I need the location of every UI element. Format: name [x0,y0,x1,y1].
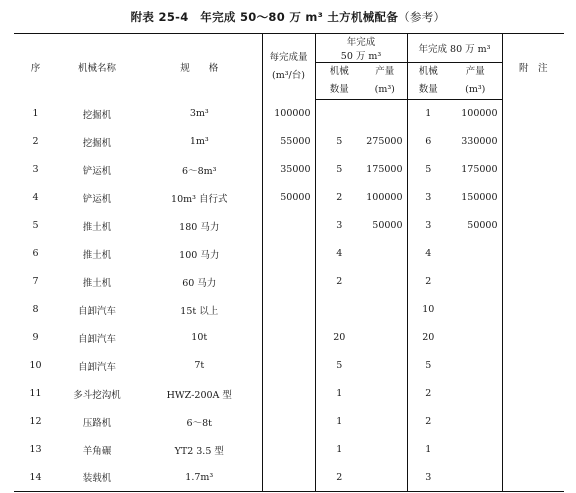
cell-spec: 60 马力 [182,277,217,289]
header-name: 机械名称 [57,34,137,100]
header-prod-50-line2: (m³) [374,84,395,95]
cell-name: 装载机 [57,464,137,492]
table-row [14,296,564,324]
cell-output [262,408,315,436]
cell-spec: HWZ-200A 型 [166,389,232,401]
table-row [14,100,564,128]
cell-spec: 10m³ 自行式 [171,193,228,205]
cell-prod-80: 330000 [461,136,498,147]
cell-seq: 7 [32,276,39,287]
cell-prod-50 [363,408,407,436]
cell-qty-80: 5 [407,156,449,184]
cell-output [262,436,315,464]
cell-qty-80: 1 [407,100,449,128]
cell-output [262,464,315,492]
header-seq: 序 [14,34,57,100]
cell-name: 铲运机 [82,193,112,205]
header-prod-50 [363,63,407,100]
cell-name: 推土机 [82,277,112,289]
cell-prod-80 [449,296,502,324]
cell-name: 挖掘机 [82,109,112,121]
header-qty-50 [315,63,363,100]
cell-seq: 1 [32,108,39,119]
cell-spec: 6～8m³ [182,165,217,177]
cell-seq: 2 [32,136,39,147]
cell-spec: 7t [194,360,205,371]
cell-name: 推土机 [82,249,112,261]
cell-seq: 9 [32,332,39,343]
cell-prod-80 [449,324,502,352]
cell-qty-50: 1 [315,408,363,436]
cell-output [262,268,315,296]
cell-qty-50: 4 [315,240,363,268]
cell-prod-50: 175000 [366,164,403,175]
cell-prod-50 [363,352,407,380]
header-group-50 [315,34,407,63]
cell-remark [502,240,564,268]
cell-qty-80: 2 [407,380,449,408]
cell-remark [502,324,564,352]
cell-prod-50 [363,464,407,492]
cell-qty-80: 3 [407,184,449,212]
table-row [14,156,564,184]
cell-seq: 4 [32,192,39,203]
table-title-note: （参考） [398,10,446,24]
cell-seq: 8 [32,304,39,315]
cell-qty-50: 5 [315,352,363,380]
cell-output [262,380,315,408]
cell-remark [502,212,564,240]
machinery-table [14,33,564,492]
header-group-50-line2: 50 万 m³ [340,51,382,62]
header-prod-80 [449,63,502,100]
cell-spec: 100 马力 [179,249,220,261]
cell-qty-50: 2 [315,184,363,212]
cell-prod-50 [363,268,407,296]
cell-prod-80 [449,408,502,436]
cell-qty-80: 6 [407,128,449,156]
table-header [14,34,564,100]
cell-prod-50 [363,240,407,268]
cell-remark [502,436,564,464]
cell-prod-80: 175000 [461,164,498,175]
cell-qty-80: 5 [407,352,449,380]
header-prod-80-line2: (m³) [465,84,486,95]
header-qty-50-line2: 数量 [329,84,349,95]
cell-prod-80 [449,268,502,296]
header-remark: 附 注 [502,34,564,100]
cell-seq: 5 [32,220,39,231]
header-output [262,34,315,100]
cell-prod-80: 50000 [467,220,498,231]
table-row [14,408,564,436]
cell-output: 100000 [262,100,315,128]
cell-remark [502,184,564,212]
cell-output: 35000 [262,156,315,184]
header-qty-80-line1: 机械 [418,66,438,77]
cell-spec: 3m³ [189,108,209,119]
cell-name: 自卸汽车 [77,361,116,373]
cell-remark [502,464,564,492]
cell-prod-80 [449,352,502,380]
cell-qty-50: 5 [315,128,363,156]
cell-remark [502,296,564,324]
cell-prod-80 [449,380,502,408]
cell-qty-50: 2 [315,464,363,492]
cell-prod-80: 150000 [461,192,498,203]
cell-seq: 10 [29,360,42,371]
cell-output: 50000 [262,184,315,212]
cell-prod-50 [363,324,407,352]
cell-output [262,352,315,380]
cell-output: 55000 [262,128,315,156]
cell-prod-50 [363,436,407,464]
table-body [14,100,564,492]
cell-qty-80: 4 [407,240,449,268]
cell-remark [502,380,564,408]
cell-name: 挖掘机 [82,137,112,149]
cell-qty-50: 5 [315,156,363,184]
cell-prod-50: 275000 [366,136,403,147]
cell-qty-80: 20 [407,324,449,352]
cell-name: 推土机 [82,221,112,233]
cell-prod-80 [449,436,502,464]
header-prod-80-line1: 产量 [465,66,485,77]
cell-seq: 6 [32,248,39,259]
cell-qty-50: 1 [315,380,363,408]
cell-qty-80: 10 [407,296,449,324]
table-row [14,380,564,408]
cell-qty-50 [315,100,363,128]
header-qty-50-line1: 机械 [329,66,349,77]
cell-qty-50: 20 [315,324,363,352]
cell-qty-80: 3 [407,464,449,492]
cell-prod-50 [363,100,407,128]
header-prod-50-line1: 产量 [375,66,395,77]
cell-remark [502,156,564,184]
table-row [14,128,564,156]
table-row [14,212,564,240]
cell-seq: 11 [29,388,42,399]
header-qty-80-line2: 数量 [418,84,438,95]
cell-spec: YT2 3.5 型 [174,445,224,457]
cell-spec: 180 马力 [179,221,220,233]
table-title [0,9,576,25]
cell-spec: 6～8t [186,417,212,429]
header-output-line2: (m³/台) [272,69,305,81]
table-title-text: 附表 25-4 年完成 50～80 万 m³ 土方机械配备 [130,10,399,24]
cell-output [262,240,315,268]
cell-name: 自卸汽车 [77,333,116,345]
cell-remark [502,352,564,380]
cell-name: 压路机 [82,417,112,429]
cell-spec: 1m³ [189,136,209,147]
cell-remark [502,100,564,128]
table-row [14,184,564,212]
cell-qty-80: 1 [407,436,449,464]
cell-spec: 10t [191,332,208,343]
cell-prod-80: 100000 [461,108,498,120]
cell-qty-50: 2 [315,268,363,296]
header-output-line1: 每完成量 [269,51,308,63]
cell-remark [502,268,564,296]
cell-prod-80 [449,240,502,268]
cell-seq: 14 [14,464,57,492]
cell-qty-50: 3 [315,212,363,240]
cell-name: 多斗挖沟机 [73,389,121,401]
cell-seq: 13 [29,444,42,455]
cell-prod-50 [363,296,407,324]
cell-spec: 1.7m³ [137,464,262,492]
table-row [14,436,564,464]
table-row [14,352,564,380]
cell-prod-50 [363,380,407,408]
header-qty-80 [407,63,449,100]
cell-remark [502,408,564,436]
header-spec: 规 格 [137,34,262,100]
cell-qty-50 [315,296,363,324]
cell-qty-80: 2 [407,268,449,296]
cell-name: 羊角碾 [82,445,112,457]
header-group-80: 年完成 80 万 m³ [407,34,502,63]
cell-remark [502,128,564,156]
cell-qty-50: 1 [315,436,363,464]
cell-name: 自卸汽车 [77,305,116,317]
cell-seq: 3 [32,164,39,175]
table-row [14,464,564,492]
cell-qty-80: 2 [407,408,449,436]
cell-output [262,324,315,352]
cell-name: 铲运机 [82,165,112,177]
table-row [14,240,564,268]
cell-prod-80 [449,464,502,492]
cell-output [262,212,315,240]
table-row [14,268,564,296]
header-group-50-line1: 年完成 [346,37,376,48]
table-row [14,324,564,352]
cell-seq: 12 [29,416,42,427]
cell-spec: 15t 以上 [180,305,219,317]
cell-prod-50: 100000 [366,192,403,203]
cell-output [262,296,315,324]
cell-prod-50: 50000 [372,220,403,231]
cell-qty-80: 3 [407,212,449,240]
